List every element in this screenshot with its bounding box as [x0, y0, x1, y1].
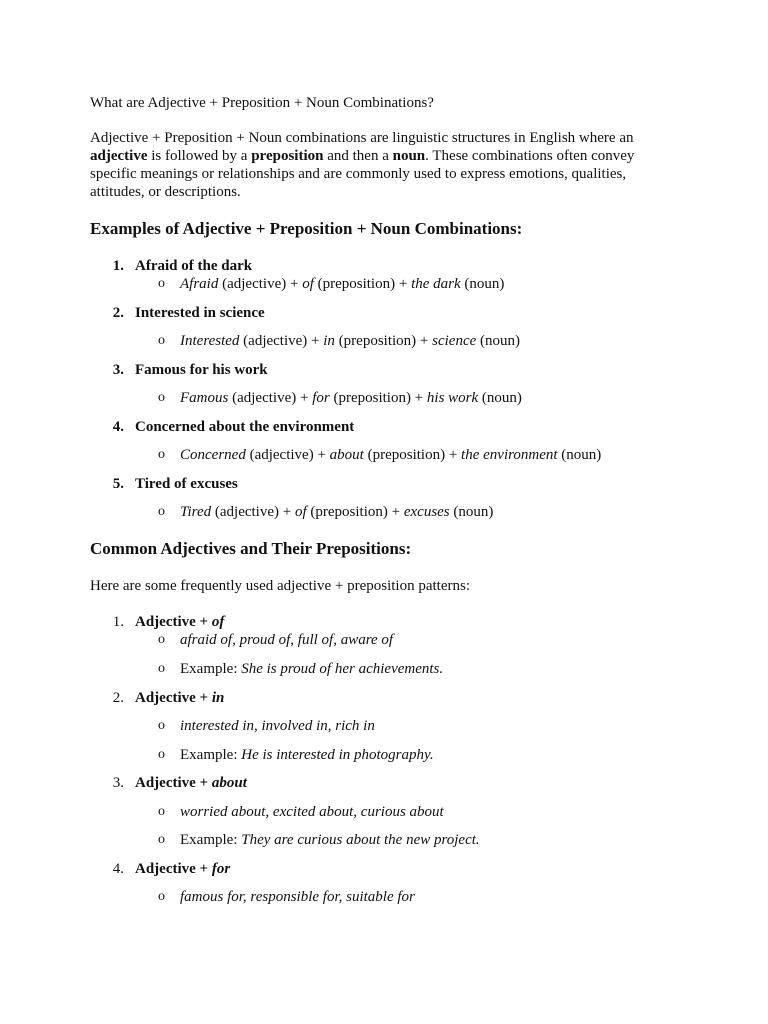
section-heading-common: Common Adjectives and Their Prepositions:	[90, 539, 412, 558]
intro-line-3: specific meanings or relationships and are commonly used to express emotions, qualities,	[90, 166, 627, 182]
list-number: 1.	[112, 258, 124, 274]
example-breakdown: Afraid (adjective) + of (preposition) + the dark (noun)	[180, 276, 505, 292]
list-number: 5.	[112, 476, 124, 492]
example-title: Tired of excuses	[135, 476, 238, 492]
list-number: 4.	[112, 419, 124, 435]
intro-term-adjective: adjective	[90, 148, 148, 164]
pattern-title: Adjective + of	[135, 614, 225, 630]
bullet-icon: o	[158, 804, 165, 819]
bullet-icon: o	[158, 504, 165, 519]
example-breakdown: Tired (adjective) + of (preposition) + excuses (noun)	[180, 504, 494, 520]
pattern-title: Adjective + in	[135, 690, 225, 706]
example-title: Concerned about the environment	[135, 419, 355, 435]
pattern-title: Adjective + for	[135, 861, 231, 877]
intro-text-1: Adjective + Preposition + Noun combinations are linguistic structures in English where an	[90, 130, 634, 146]
example-title: Afraid of the dark	[135, 258, 253, 274]
pattern-sentence: Example: He is interested in photography.	[180, 747, 434, 763]
bullet-icon: o	[158, 632, 165, 647]
bullet-icon: o	[158, 889, 165, 904]
pattern-sentence: Example: She is proud of her achievements.	[180, 661, 444, 677]
bullet-icon: o	[158, 447, 165, 462]
list-number: 1.	[112, 614, 124, 630]
intro-text-4: . These combinations often convey	[425, 148, 635, 164]
intro-paragraph	[90, 129, 650, 201]
list-number: 2.	[112, 690, 124, 706]
pattern-title: Adjective + about	[135, 775, 247, 791]
example-title: Interested in science	[135, 305, 265, 321]
intro-text-2: is followed by a	[147, 148, 252, 164]
example-title: Famous for his work	[135, 362, 268, 378]
pattern-examples: interested in, involved in, rich in	[180, 718, 375, 734]
bullet-icon: o	[158, 390, 165, 405]
bullet-icon: o	[158, 718, 165, 733]
document-heading: What are Adjective + Preposition + Noun Combinations?	[90, 95, 434, 111]
pattern-examples: worried about, excited about, curious about	[180, 804, 444, 820]
section-intro: Here are some frequently used adjective + preposition patterns:	[90, 578, 470, 594]
list-number: 3.	[112, 775, 124, 791]
example-breakdown: Interested (adjective) + in (preposition) + science (noun)	[180, 333, 521, 349]
list-number: 4.	[112, 861, 124, 877]
list-number: 3.	[112, 362, 124, 378]
pattern-sentence: Example: They are curious about the new project.	[180, 832, 480, 848]
list-number: 2.	[112, 305, 124, 321]
intro-term-preposition: preposition	[251, 148, 324, 164]
intro-term-noun: noun	[392, 148, 426, 164]
intro-text-3: and then a	[323, 148, 393, 164]
example-breakdown: Famous (adjective) + for (preposition) + his work (noun)	[180, 390, 522, 406]
pattern-examples: famous for, responsible for, suitable for	[180, 889, 415, 905]
bullet-icon: o	[158, 333, 165, 348]
bullet-icon: o	[158, 747, 165, 762]
pattern-examples: afraid of, proud of, full of, aware of	[180, 632, 394, 648]
intro-line-4: attitudes, or descriptions.	[90, 184, 241, 200]
section-heading-examples: Examples of Adjective + Preposition + Noun Combinations:	[90, 219, 523, 238]
bullet-icon: o	[158, 276, 165, 291]
example-breakdown: Concerned (adjective) + about (preposition) + the environment (noun)	[180, 447, 602, 463]
bullet-icon: o	[158, 661, 165, 676]
bullet-icon: o	[158, 832, 165, 847]
